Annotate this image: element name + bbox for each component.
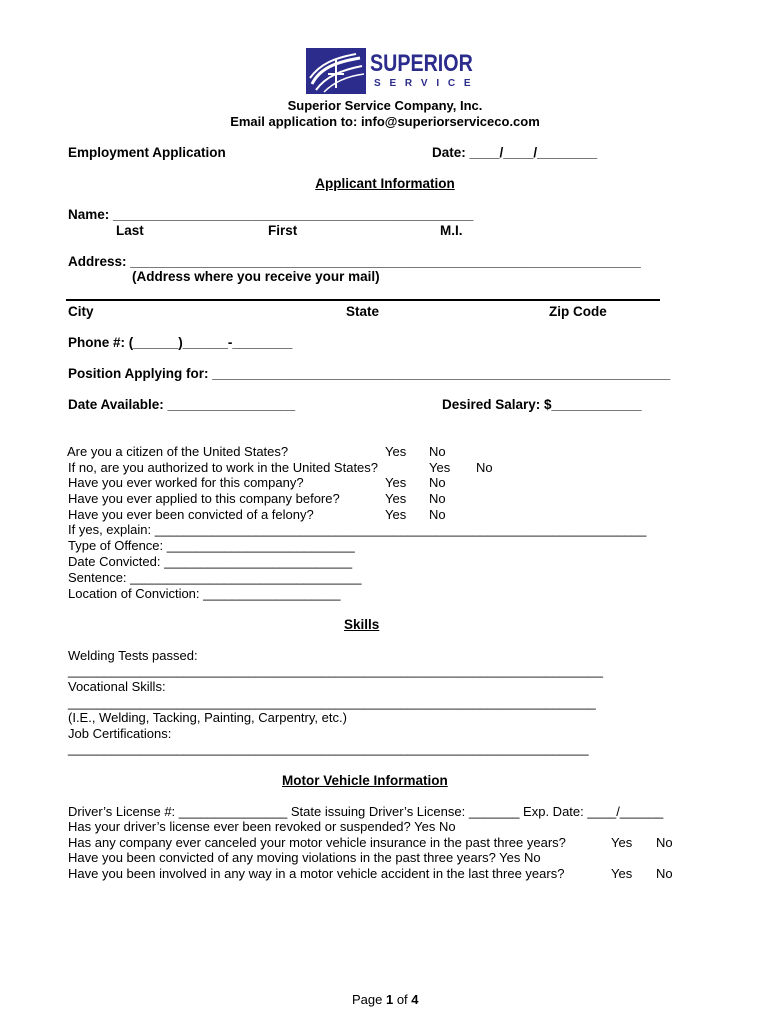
date-convicted-field[interactable]: Date Convicted: __________________________ bbox=[68, 554, 353, 569]
page-number bbox=[352, 992, 419, 1007]
explain-field[interactable]: If yes, explain: ____________________________________________________________________ bbox=[68, 522, 647, 537]
address-note: (Address where you receive your mail) bbox=[132, 269, 380, 284]
accident-yes[interactable]: Yes bbox=[611, 866, 633, 881]
desired-salary-field[interactable]: Desired Salary: $____________ bbox=[442, 397, 642, 412]
date-available-field[interactable]: Date Available: _________________ bbox=[68, 397, 296, 412]
zip-label: Zip Code bbox=[549, 304, 607, 319]
question-canceled: Has any company ever canceled your motor vehicle insurance in the past three years? bbox=[68, 835, 566, 850]
question-worked: Have you ever worked for this company? bbox=[68, 475, 304, 490]
sentence-field[interactable]: Sentence: ________________________________ bbox=[68, 570, 362, 585]
question-authorized: If no, are you authorized to work in the United States? bbox=[68, 460, 379, 475]
vocational-field[interactable]: _________________________________________________________________________ bbox=[68, 695, 596, 710]
citizen-no[interactable]: No bbox=[429, 444, 446, 459]
certifications-label: Job Certifications: bbox=[68, 726, 172, 741]
canceled-yes[interactable]: Yes bbox=[611, 835, 633, 850]
skills-examples: (I.E., Welding, Tacking, Painting, Carpentry, etc.) bbox=[68, 710, 347, 725]
company-name: Superior Service Company, Inc. bbox=[287, 98, 483, 113]
phone-field[interactable]: Phone #: (______)______-________ bbox=[68, 335, 293, 350]
page-current: 1 bbox=[385, 992, 394, 1007]
logo-mark-icon bbox=[306, 48, 366, 94]
page-total: 4 bbox=[411, 992, 419, 1007]
motor-heading: Motor Vehicle Information bbox=[282, 773, 448, 788]
skills-heading: Skills bbox=[344, 617, 380, 632]
question-revoked: Has your driver’s license ever been revoked or suspended? Yes No bbox=[68, 819, 456, 834]
city-label: City bbox=[68, 304, 94, 319]
email-line: Email application to: info@superiorserviceco.com bbox=[230, 114, 540, 129]
question-accident: Have you been involved in any way in a motor vehicle accident in the last three years? bbox=[68, 866, 565, 881]
offence-field[interactable]: Type of Offence: __________________________ bbox=[68, 538, 355, 553]
applicant-heading: Applicant Information bbox=[315, 176, 455, 191]
logo-subword: S E R V I C E bbox=[374, 78, 474, 89]
state-label: State bbox=[346, 304, 380, 319]
address-field[interactable]: Address: ____________________________________________________________________ bbox=[68, 254, 641, 269]
page-prefix: Page bbox=[352, 992, 386, 1007]
question-applied: Have you ever applied to this company before? bbox=[68, 491, 340, 506]
canceled-no[interactable]: No bbox=[656, 835, 673, 850]
accident-no[interactable]: No bbox=[656, 866, 673, 881]
form-title: Employment Application bbox=[68, 145, 226, 160]
vocational-label: Vocational Skills: bbox=[68, 679, 166, 694]
license-field[interactable]: Driver’s License #: _______________ State issuing Driver’s License: _______ Exp. Date: ____/______ bbox=[68, 804, 664, 819]
name-last-label: Last bbox=[116, 223, 144, 238]
question-violations: Have you been convicted of any moving violations in the past three years? Yes No bbox=[68, 850, 541, 865]
logo-word: SUPERIOR bbox=[370, 50, 473, 77]
date-field[interactable]: Date: ____/____/________ bbox=[432, 145, 598, 160]
authorized-no[interactable]: No bbox=[476, 460, 493, 475]
company-logo bbox=[306, 48, 474, 98]
page-mid: of bbox=[393, 992, 412, 1007]
question-citizen: Are you a citizen of the United States? bbox=[67, 444, 289, 459]
worked-no[interactable]: No bbox=[429, 475, 446, 490]
felony-no[interactable]: No bbox=[429, 507, 446, 522]
question-felony: Have you ever been convicted of a felony? bbox=[68, 507, 314, 522]
citizen-yes[interactable]: Yes bbox=[385, 444, 407, 459]
position-field[interactable]: Position Applying for: _____________________________________________________________ bbox=[68, 366, 671, 381]
welding-label: Welding Tests passed: bbox=[68, 648, 198, 663]
applied-no[interactable]: No bbox=[429, 491, 446, 506]
applied-yes[interactable]: Yes bbox=[385, 491, 407, 506]
authorized-yes[interactable]: Yes bbox=[429, 460, 451, 475]
name-field[interactable]: Name: ________________________________________________ bbox=[68, 207, 474, 222]
location-field[interactable]: Location of Conviction: ___________________ bbox=[68, 586, 341, 601]
welding-field[interactable]: __________________________________________________________________________ bbox=[68, 663, 604, 678]
worked-yes[interactable]: Yes bbox=[385, 475, 407, 490]
city-rule bbox=[66, 299, 660, 301]
certifications-field[interactable]: ________________________________________________________________________ bbox=[68, 741, 589, 756]
name-first-label: First bbox=[268, 223, 298, 238]
name-mi-label: M.I. bbox=[440, 223, 463, 238]
felony-yes[interactable]: Yes bbox=[385, 507, 407, 522]
